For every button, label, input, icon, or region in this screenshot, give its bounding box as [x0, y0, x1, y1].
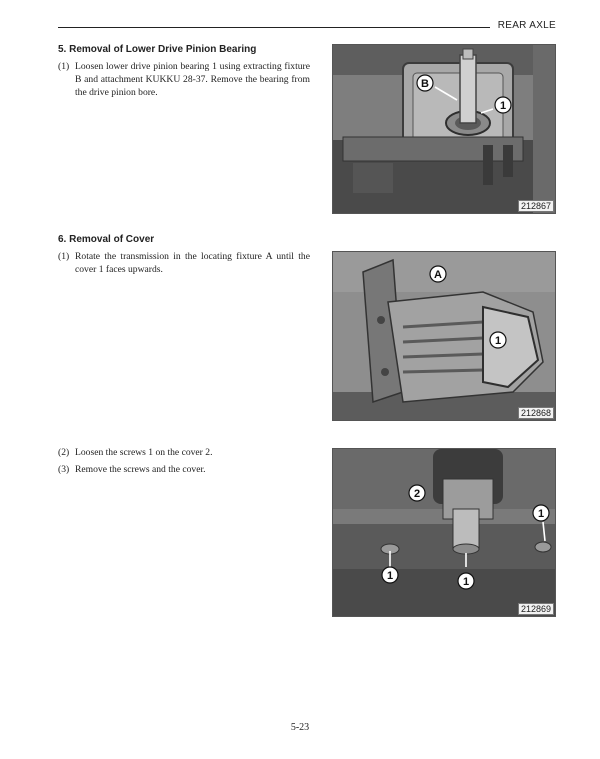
step-loosen-screws: [58, 446, 310, 459]
step-number: (1): [58, 251, 70, 262]
page-number: 5-23: [290, 722, 310, 733]
photo-cover-screws: [332, 448, 556, 617]
callout-label: 1: [386, 570, 394, 582]
photo-transmission-cover: [332, 251, 556, 421]
section-heading-removal-of-cover: 6. Removal of Cover: [58, 234, 155, 245]
step-rotate-transmission: [58, 250, 310, 276]
callout-label: 2: [413, 488, 421, 500]
figure-number: 212867: [518, 200, 554, 212]
callout-label: 1: [494, 335, 502, 347]
callout-label: 1: [462, 576, 470, 588]
step-number: (3): [58, 464, 70, 475]
header-rule: [58, 27, 490, 28]
step-text: Loosen the screws 1 on the cover 2.: [75, 447, 213, 458]
figure-number: 212869: [518, 603, 554, 615]
callout-label: 1: [499, 100, 507, 112]
step-text: Rotate the transmission in the locating fixture A until the cover 1 faces upwards.: [75, 251, 310, 275]
step-text: Loosen lower drive pinion bearing 1 using extracting fixture B and attachment KUKKU 28-37. Remove the bearing from the drive pinion bore.: [75, 61, 310, 98]
photo-drive-pinion-bearing: [332, 44, 556, 214]
figure-number: 212868: [518, 407, 554, 419]
callout-label: A: [434, 269, 442, 281]
step-remove-pinion-bearing: [58, 60, 310, 99]
section-heading-lower-drive-pinion-bearing: 5. Removal of Lower Drive Pinion Bearing: [58, 44, 257, 55]
callout-label: 1: [537, 508, 545, 520]
step-number: (1): [58, 61, 70, 72]
step-number: (2): [58, 447, 70, 458]
header-title: REAR AXLE: [497, 20, 556, 31]
callout-label: B: [421, 78, 429, 90]
step-remove-screws-and-cover: [58, 463, 310, 476]
step-text: Remove the screws and the cover.: [75, 464, 206, 475]
